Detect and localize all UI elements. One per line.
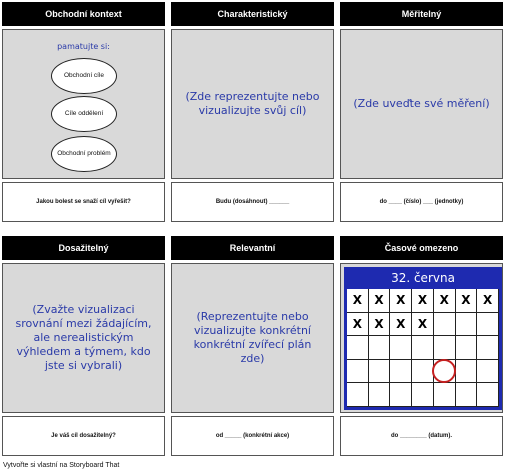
calendar-day (347, 383, 369, 407)
header-relevant: Relevantní (171, 236, 334, 260)
calendar-day (412, 383, 434, 407)
cell-specific (171, 29, 334, 179)
calendar-day (434, 336, 456, 360)
relevant-body-text: (Reprezentujte nebo vizualizujte konkrétní konkrétní zvířecí plán zde) (193, 310, 312, 365)
calendar-day (477, 383, 499, 407)
achievable-body-text: (Zvažte vizualizaci srovnání mezi žádajícím, ale nerealistickým výhledem a týmem, kdo jste si vybrali) (15, 303, 152, 372)
oval-department-goals: Cíle oddělení (51, 96, 117, 132)
calendar (344, 267, 502, 410)
calendar-day: X (390, 313, 412, 337)
calendar-day: X (390, 289, 412, 313)
specific-body-text: (Zde reprezentujte nebo vizualizujte svůj cíl) (185, 90, 320, 117)
calendar-day (477, 360, 499, 384)
header-achievable: Dosažitelný (2, 236, 165, 260)
oval-business-problem: Obchodní problém (51, 136, 117, 172)
calendar-day (477, 313, 499, 337)
measurable-body-text: (Zde uveďte své měření) (353, 97, 490, 110)
cell-business-context (2, 29, 165, 179)
cell-relevant (171, 263, 334, 413)
calendar-day (390, 360, 412, 384)
footer-specific: Budu (dosáhnout) ______ (171, 182, 334, 222)
calendar-day: X (369, 289, 391, 313)
oval-business-goals: Obchodní cíle (51, 58, 117, 94)
calendar-grid (344, 289, 502, 410)
remember-note: pamatujte si: (57, 42, 110, 51)
calendar-day: X (347, 289, 369, 313)
calendar-day: X (412, 289, 434, 313)
calendar-day (390, 336, 412, 360)
calendar-day: X (412, 313, 434, 337)
header-time-bound: Časové omezeno (340, 236, 503, 260)
calendar-day (434, 383, 456, 407)
calendar-day (412, 360, 434, 384)
calendar-day: X (434, 289, 456, 313)
footer-business-context: Jakou bolest se snaží cíl vyřešit? (2, 182, 165, 222)
cell-achievable (2, 263, 165, 413)
header-specific: Charakteristický (171, 2, 334, 26)
calendar-day: X (347, 313, 369, 337)
calendar-day (456, 336, 478, 360)
calendar-day (456, 313, 478, 337)
storyboard-credit[interactable]: Vytvořte si vlastní na Storyboard That (3, 462, 120, 469)
calendar-title: 32. června (344, 267, 502, 289)
cell-measurable (340, 29, 503, 179)
header-business-context: Obchodní kontext (2, 2, 165, 26)
calendar-day: X (456, 289, 478, 313)
calendar-day (369, 336, 391, 360)
calendar-day (369, 383, 391, 407)
footer-time-bound: do ________ (datum). (340, 416, 503, 456)
calendar-day (477, 336, 499, 360)
calendar-day: X (477, 289, 499, 313)
calendar-day (347, 336, 369, 360)
calendar-day (456, 360, 478, 384)
calendar-day-circled (434, 360, 456, 384)
cell-time-bound (340, 263, 503, 413)
footer-achievable: Je váš cíl dosažitelný? (2, 416, 165, 456)
calendar-day (347, 360, 369, 384)
calendar-day (390, 383, 412, 407)
calendar-day: X (369, 313, 391, 337)
calendar-day (412, 336, 434, 360)
deadline-circle (432, 359, 456, 383)
calendar-day (434, 313, 456, 337)
calendar-day (369, 360, 391, 384)
footer-relevant: od _____ (konkrétní akce) (171, 416, 334, 456)
footer-measurable: do ____ (číslo) ___ (jednotky) (340, 182, 503, 222)
calendar-day (456, 383, 478, 407)
header-measurable: Měřitelný (340, 2, 503, 26)
